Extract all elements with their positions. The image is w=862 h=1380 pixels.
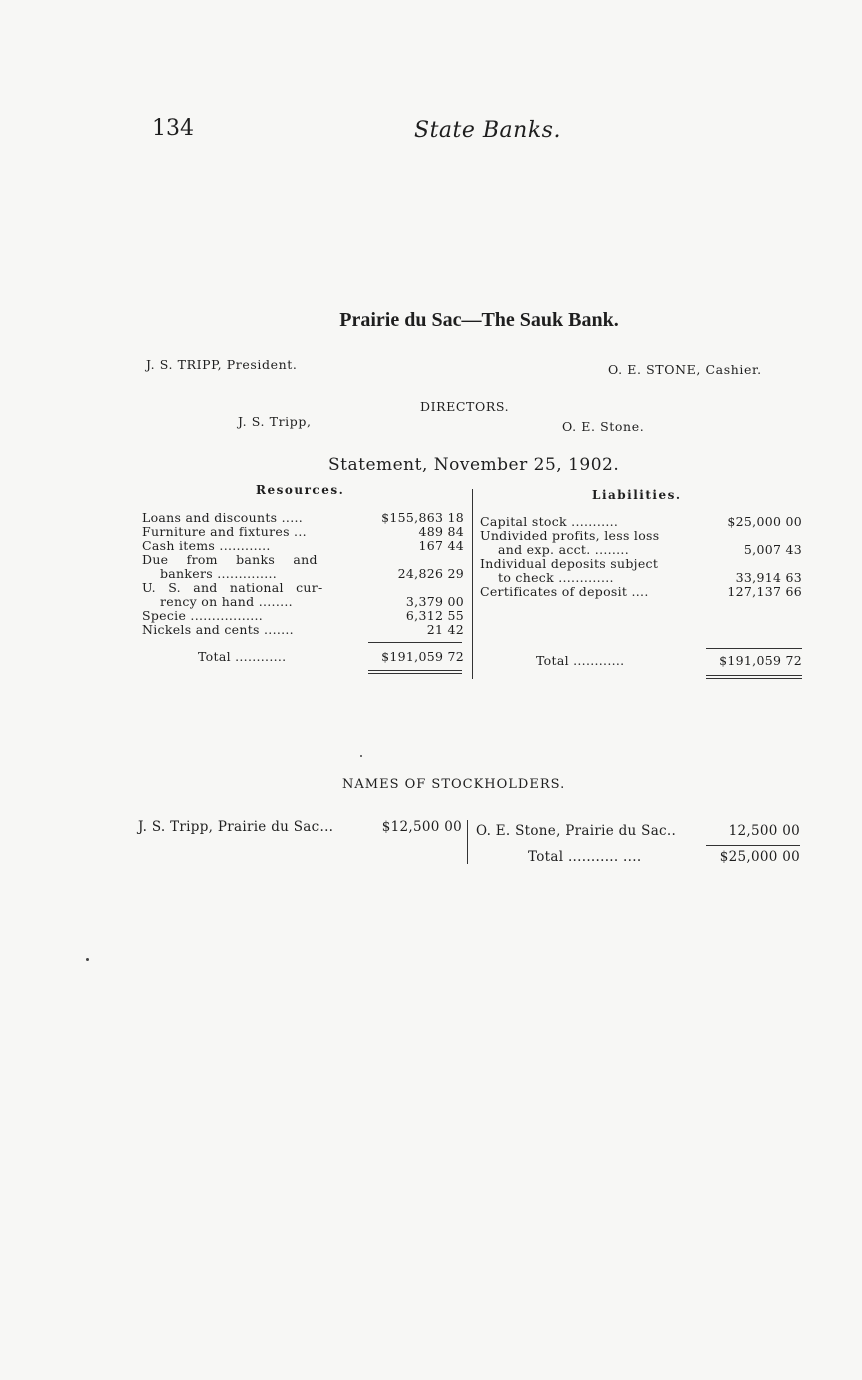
total-double-rule: [368, 670, 462, 671]
resource-label: U. S. and national cur-: [142, 580, 323, 595]
resource-amount: 489 84: [418, 524, 464, 539]
president-line: J. S. TRIPP, President.: [146, 357, 298, 372]
resource-label: Nickels and cents .......: [142, 622, 294, 637]
liability-label: Individual deposits subject: [480, 556, 659, 571]
resource-label: rency on hand ........: [160, 594, 293, 609]
resource-amount: 24,826 29: [397, 566, 464, 581]
statement-title: Statement, November 25, 1902.: [328, 455, 620, 475]
bank-title: Prairie du Sac—The Sauk Bank.: [339, 309, 619, 331]
directors-heading: DIRECTORS.: [420, 399, 510, 414]
resource-label: Specie .................: [142, 608, 264, 623]
resources-heading: Resources.: [256, 483, 345, 497]
stockholders-heading: NAMES OF STOCKHOLDERS.: [342, 777, 566, 792]
total-label: Total ............: [536, 653, 625, 668]
resource-label: Cash items ............: [142, 538, 271, 553]
total-amount: $25,000 00: [719, 849, 800, 865]
total-amount: $191,059 72: [381, 649, 464, 664]
liability-label: Certificates of deposit ....: [480, 584, 649, 599]
liability-amount: $25,000 00: [727, 514, 802, 529]
stockholder-amount: $12,500 00: [381, 819, 462, 835]
resource-amount: 21 42: [426, 622, 464, 637]
liability-amount: 33,914 63: [735, 570, 802, 585]
resource-amount: 6,312 55: [405, 608, 464, 623]
liability-label: Undivided profits, less loss: [480, 528, 660, 543]
stockholder-name: O. E. Stone, Prairie du Sac..: [476, 823, 677, 839]
page-number: 134: [152, 116, 194, 141]
liability-label: and exp. acct. ........: [498, 542, 629, 557]
total-label: Total ........... ....: [528, 849, 642, 865]
resource-label: Furniture and fixtures ...: [142, 524, 307, 539]
liability-amount: 127,137 66: [727, 584, 802, 599]
print-speck: [86, 958, 89, 961]
total-double-rule: [706, 678, 802, 679]
liability-amount: 5,007 43: [743, 542, 802, 557]
liability-label: to check .............: [498, 570, 614, 585]
total-double-rule: [368, 673, 462, 674]
column-divider: [467, 820, 468, 864]
column-divider: [472, 489, 473, 679]
total-double-rule: [706, 675, 802, 676]
liabilities-heading: Liabilities.: [592, 488, 682, 502]
total-amount: $191,059 72: [719, 653, 802, 668]
stockholder-amount: 12,500 00: [728, 823, 800, 839]
resource-amount: $155,863 18: [381, 510, 464, 525]
resource-amount: 167 44: [418, 538, 464, 553]
director-name: O. E. Stone.: [562, 419, 645, 434]
stockholder-name: J. S. Tripp, Prairie du Sac...: [138, 819, 334, 835]
total-label: Total ............: [198, 649, 287, 664]
resource-label: Due from banks and: [142, 552, 318, 567]
running-title: State Banks.: [414, 118, 561, 143]
resource-label: Loans and discounts .....: [142, 510, 304, 525]
subtotal-rule: [706, 648, 802, 649]
subtotal-rule: [368, 642, 462, 643]
print-speck: [360, 755, 362, 757]
director-name: J. S. Tripp,: [238, 414, 312, 429]
cashier-line: O. E. STONE, Cashier.: [608, 362, 762, 377]
resource-label: bankers ..............: [160, 566, 278, 581]
resource-amount: 3,379 00: [405, 594, 464, 609]
liability-label: Capital stock ...........: [480, 514, 619, 529]
subtotal-rule: [706, 845, 800, 846]
